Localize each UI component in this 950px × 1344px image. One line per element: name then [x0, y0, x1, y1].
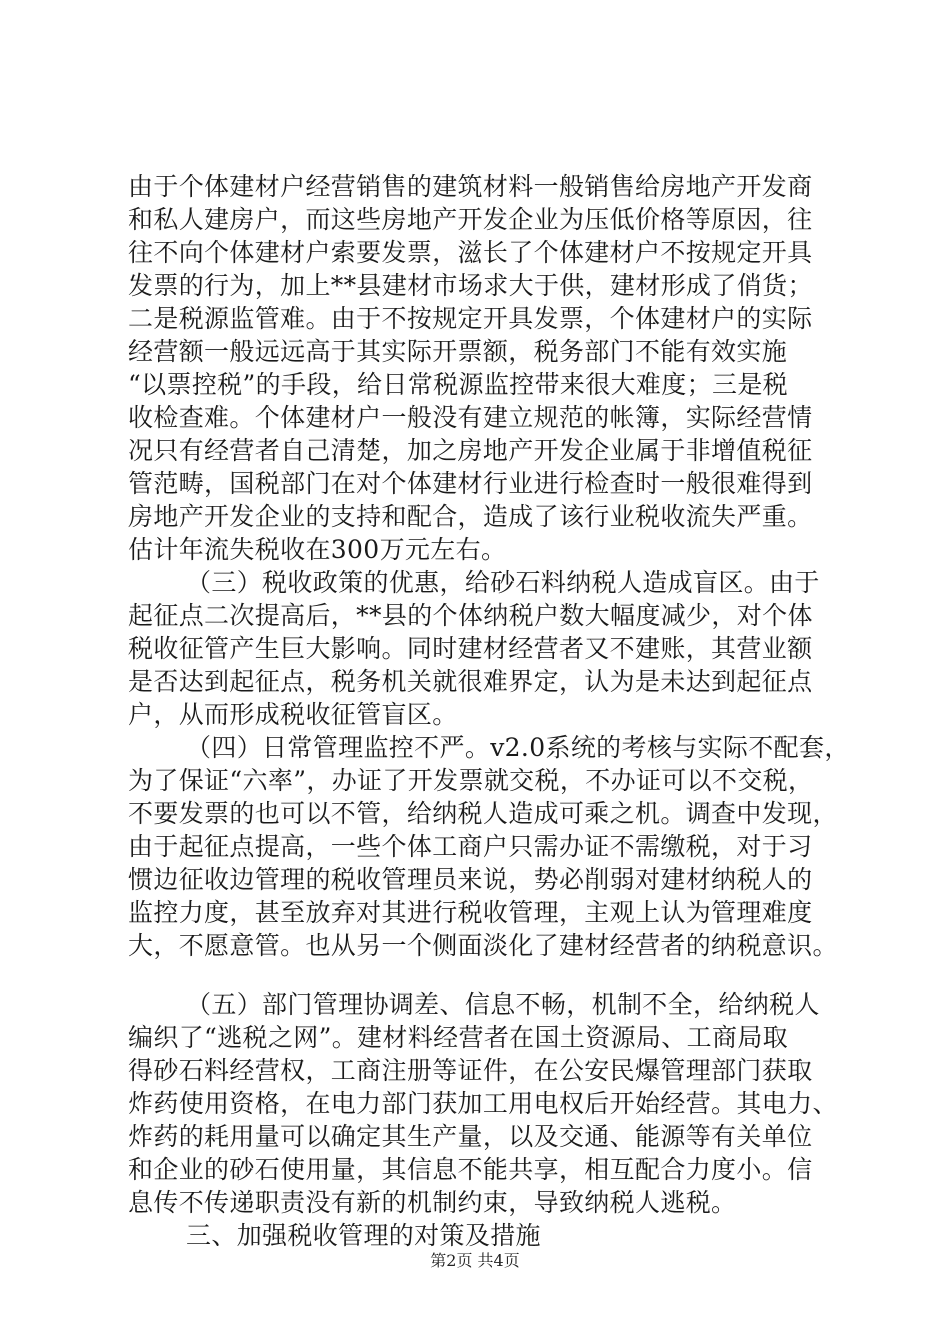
page-number-footer: 第2页 共4页 — [430, 1251, 520, 1270]
text-line: 起征点二次提高后，**县的个体纳税户数大幅度减少，对个体 — [128, 601, 813, 630]
paragraph-start-line: （五）部门管理协调差、信息不畅，机制不全，给纳税人 — [186, 990, 820, 1019]
text-line: 税收征管产生巨大影响。同时建材经营者又不建账，其营业额 — [128, 634, 813, 663]
text-line: 和企业的砂石使用量，其信息不能共享，相互配合力度小。信 — [128, 1155, 813, 1184]
section-heading: 三、加强税收管理的对策及措施 — [186, 1221, 541, 1250]
text-line: 炸药使用资格，在电力部门获加工用电权后开始经营。其电力、 — [128, 1089, 838, 1118]
text-line: 炸药的耗用量可以确定其生产量，以及交通、能源等有关单位 — [128, 1122, 813, 1151]
text-line: 户，从而形成税收征管盲区。 — [128, 700, 458, 729]
paragraph-start-line: （三）税收政策的优惠，给砂石料纳税人造成盲区。由于 — [186, 568, 820, 597]
text-line: 息传不传递职责没有新的机制约束，导致纳税人逃税。 — [128, 1188, 737, 1217]
text-line: 往不向个体建材户索要发票，滋长了个体建材户不按规定开具 — [128, 238, 813, 267]
text-line: 不要发票的也可以不管，给纳税人造成可乘之机。调查中发现， — [128, 799, 838, 828]
text-line: 为了保证“六率”，办证了开发票就交税，不办证可以不交税， — [128, 766, 814, 795]
text-line: 估计年流失税收在300万元左右。 — [128, 535, 507, 564]
text-line: 是否达到起征点，税务机关就很难界定，认为是未达到起征点 — [128, 667, 813, 696]
text-line: 况只有经营者自己清楚，加之房地产开发企业属于非增值税征 — [128, 436, 813, 465]
text-line: “以票控税”的手段，给日常税源监控带来很大难度；三是税 — [128, 370, 789, 399]
paragraph-start-line: （四）日常管理监控不严。v2.0系统的考核与实际不配套， — [186, 733, 850, 762]
text-line: 惯边征收边管理的税收管理员来说，势必削弱对建材纳税人的 — [128, 865, 813, 894]
text-line: 监控力度，甚至放弃对其进行税收管理，主观上认为管理难度 — [128, 898, 813, 927]
text-line: 收检查难。个体建材户一般没有建立规范的帐簿，实际经营情 — [128, 403, 813, 432]
text-line: 房地产开发企业的支持和配合，造成了该行业税收流失严重。 — [128, 502, 813, 531]
text-line: 编织了“逃税之网”。建材料经营者在国土资源局、工商局取 — [128, 1023, 789, 1052]
document-body — [128, 170, 850, 1252]
text-line: 由于起征点提高，一些个体工商户只需办证不需缴税，对于习 — [128, 832, 813, 861]
text-line: 二是税源监管难。由于不按规定开具发票，个体建材户的实际 — [128, 304, 813, 333]
text-line: 发票的行为，加上**县建材市场求大于供，建材形成了俏货； — [128, 271, 813, 300]
text-line: 由于个体建材户经营销售的建筑材料一般销售给房地产开发商 — [128, 172, 813, 201]
text-line: 得砂石料经营权，工商注册等证件，在公安民爆管理部门获取 — [128, 1056, 813, 1085]
text-line: 和私人建房户，而这些房地产开发企业为压低价格等原因，往 — [128, 205, 813, 234]
text-line: 大，不愿意管。也从另一个侧面淡化了建材经营者的纳税意识。 — [128, 931, 838, 960]
text-line: 经营额一般远远高于其实际开票额，税务部门不能有效实施 — [128, 337, 788, 366]
text-line: 管范畴，国税部门在对个体建材行业进行检查时一般很难得到 — [128, 469, 813, 498]
